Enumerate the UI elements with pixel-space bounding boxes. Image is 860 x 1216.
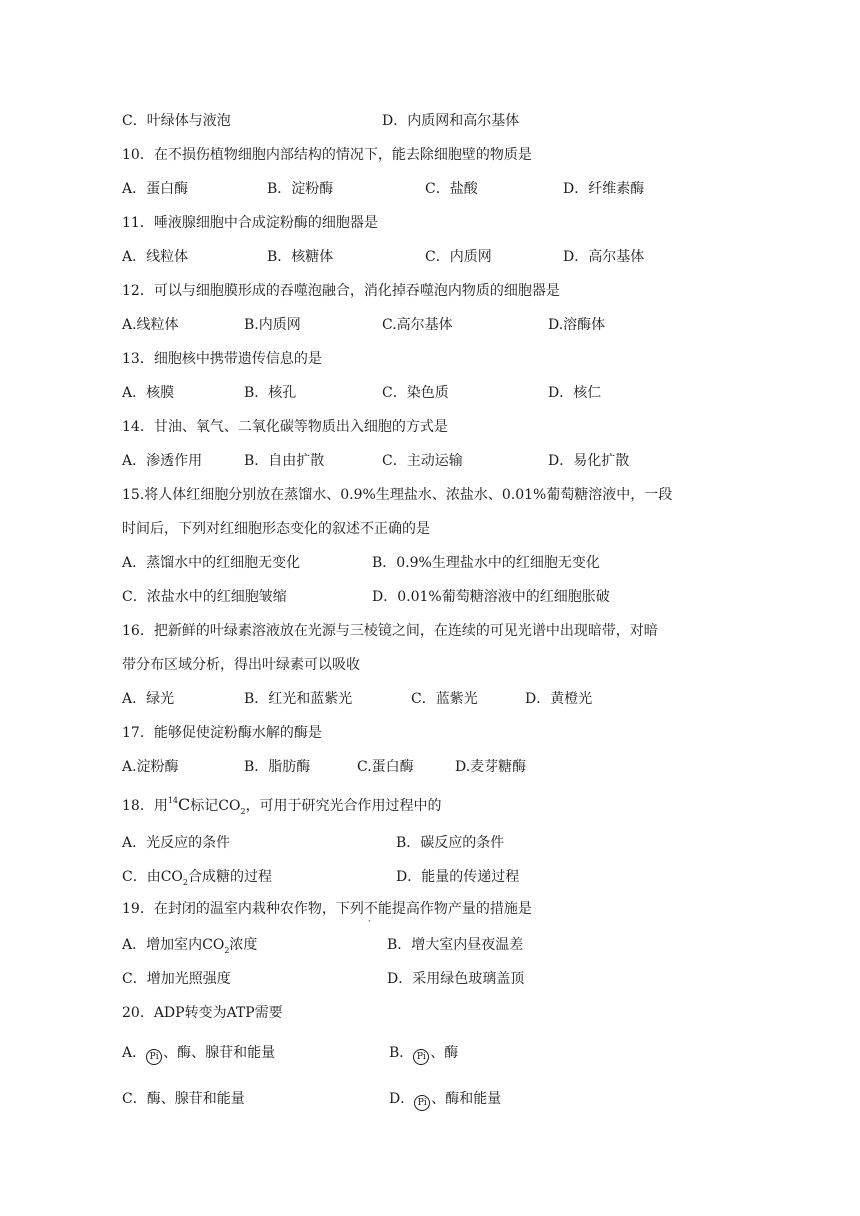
- q18-isotope-mass: 14: [167, 796, 179, 805]
- q20-option-b-pre: B．: [389, 1045, 414, 1061]
- q13-stem: 13．细胞核中携带遗传信息的是: [122, 351, 322, 367]
- q17-option-c: C.蛋白酶: [357, 759, 414, 775]
- q19-option-a-post: 浓度: [229, 937, 258, 953]
- q20-option-a: [122, 1044, 275, 1065]
- q18-option-c-subscript: 2: [182, 877, 188, 887]
- q17-stem: 17．能够促使淀粉酶水解的酶是: [122, 725, 322, 741]
- q19-stem-post: 能提高作物产量的措施是: [377, 901, 532, 917]
- q9-option-c: C．叶绿体与液泡: [122, 113, 231, 129]
- q19-stem: [122, 900, 532, 927]
- phosphate-circle-icon: Pi: [414, 1095, 430, 1111]
- q19-option-b: B．增大室内昼夜温差: [387, 937, 524, 953]
- q19-option-a-pre: A．增加室内CO: [122, 937, 225, 953]
- q19-emphasis-dot: ·: [367, 917, 371, 927]
- q11-option-d: D．高尔基体: [563, 249, 645, 265]
- q20-stem: 20．ADP转变为ATP需要: [122, 1005, 283, 1021]
- q18-option-c-pre: C．由CO: [122, 869, 183, 885]
- q14-option-b: B．自由扩散: [244, 453, 325, 469]
- q10-option-b: B．淀粉酶: [267, 181, 334, 197]
- q18-option-a: A．光反应的条件: [122, 835, 231, 851]
- q14-option-c: C．主动运输: [382, 453, 463, 469]
- q10-option-c: C．盐酸: [425, 181, 478, 197]
- q14-option-a: A．渗透作用: [122, 453, 203, 469]
- q20-option-b-post: 、酶: [430, 1045, 459, 1061]
- q19-emphasis-char: 不: [363, 901, 378, 917]
- q11-option-b: B．核糖体: [267, 249, 334, 265]
- q10-option-a: A．蛋白酶: [122, 181, 189, 197]
- q20-option-b: [389, 1044, 458, 1065]
- q16-stem-line1: 16．把新鲜的叶绿素溶液放在光源与三棱镜之间，在连续的可见光谱中出现暗带，对暗: [122, 623, 658, 639]
- q9-option-d: D．内质网和高尔基体: [382, 113, 520, 129]
- q12-option-b: B.内质网: [244, 317, 301, 333]
- q16-option-a: A．绿光: [122, 691, 175, 707]
- q15-option-c: C．浓盐水中的红细胞皱缩: [122, 589, 287, 605]
- q16-stem-line2: 带分布区域分析，得出叶绿素可以吸收: [122, 657, 360, 673]
- q10-option-d: D．纤维素酶: [563, 181, 645, 197]
- q19-option-c: C．增加光照强度: [122, 971, 231, 987]
- q20-option-d: [389, 1090, 501, 1111]
- q12-option-c: C.高尔基体: [382, 317, 453, 333]
- q12-stem: 12．可以与细胞膜形成的吞噬泡融合，消化掉吞噬泡内物质的细胞器是: [122, 283, 560, 299]
- q16-option-c: C．蓝紫光: [411, 691, 478, 707]
- q17-option-b: B．脂肪酶: [244, 759, 311, 775]
- q17-option-a: A.淀粉酶: [122, 759, 179, 775]
- q18-option-b: B．碳反应的条件: [396, 835, 505, 851]
- q20-option-a-post: 、酶、腺苷和能量: [163, 1045, 276, 1061]
- q20-option-c: C．酶、腺苷和能量: [122, 1091, 245, 1107]
- q19-option-d: D．采用绿色玻璃盖顶: [387, 971, 525, 987]
- q13-option-d: D．核仁: [548, 385, 602, 401]
- q15-option-d: D．0.01%葡萄糖溶液中的红细胞胀破: [372, 589, 610, 605]
- q18-stem-mid: 标记CO: [190, 798, 241, 814]
- q16-option-b: B．红光和蓝紫光: [244, 691, 353, 707]
- q15-stem-line1: 15.将人体红细胞分别放在蒸馏水、0.9%生理盐水、浓盐水、0.01%葡萄糖溶液中，一段: [122, 487, 673, 503]
- q19-emphasis: [363, 901, 378, 927]
- q13-option-a: A．核膜: [122, 385, 175, 401]
- q19-stem-pre: 19．在封闭的温室内栽种农作物，下列: [122, 901, 364, 917]
- q20-option-d-pre: D．: [389, 1091, 415, 1107]
- q13-option-b: B．核孔: [244, 385, 297, 401]
- q11-option-c: C．内质网: [425, 249, 492, 265]
- q12-option-d: D.溶酶体: [548, 317, 606, 333]
- q18-isotope-symbol: C: [178, 795, 191, 814]
- q15-option-a: A．蒸馏水中的红细胞无变化: [122, 555, 301, 571]
- q15-option-b: B．0.9%生理盐水中的红细胞无变化: [372, 555, 600, 571]
- phosphate-circle-icon: Pi: [146, 1049, 162, 1065]
- q19-option-a-subscript: 2: [224, 945, 230, 955]
- q18-option-d: D．能量的传递过程: [396, 869, 520, 885]
- q13-option-c: C．染色质: [382, 385, 449, 401]
- q18-stem-prefix: 18．用: [122, 798, 168, 814]
- q11-option-a: A．线粒体: [122, 249, 189, 265]
- q18-subscript: 2: [240, 806, 246, 816]
- q16-option-d: D．黄橙光: [525, 691, 593, 707]
- q14-option-d: D．易化扩散: [548, 453, 630, 469]
- q18-stem-suffix: ，可用于研究光合作用过程中的: [245, 798, 442, 814]
- q15-stem-line2: 时间后，下列对红细胞形态变化的叙述不正确的是: [122, 521, 430, 537]
- q12-option-a: A.线粒体: [122, 317, 179, 333]
- q14-stem: 14．甘油、氧气、二氧化碳等物质出入细胞的方式是: [122, 419, 448, 435]
- q19-option-a: [122, 936, 257, 954]
- q11-stem: 11．唾液腺细胞中合成淀粉酶的细胞器是: [122, 215, 378, 231]
- q18-option-c: [122, 868, 272, 886]
- q18-option-c-post: 合成糖的过程: [188, 869, 272, 885]
- q20-option-d-post: 、酶和能量: [431, 1091, 502, 1107]
- q10-stem: 10．在不损伤植物细胞内部结构的情况下，能去除细胞壁的物质是: [122, 147, 532, 163]
- phosphate-circle-icon: Pi: [413, 1049, 429, 1065]
- q18-stem: [122, 796, 442, 817]
- q20-option-a-pre: A．: [122, 1045, 147, 1061]
- q17-option-d: D.麦芽糖酶: [455, 759, 527, 775]
